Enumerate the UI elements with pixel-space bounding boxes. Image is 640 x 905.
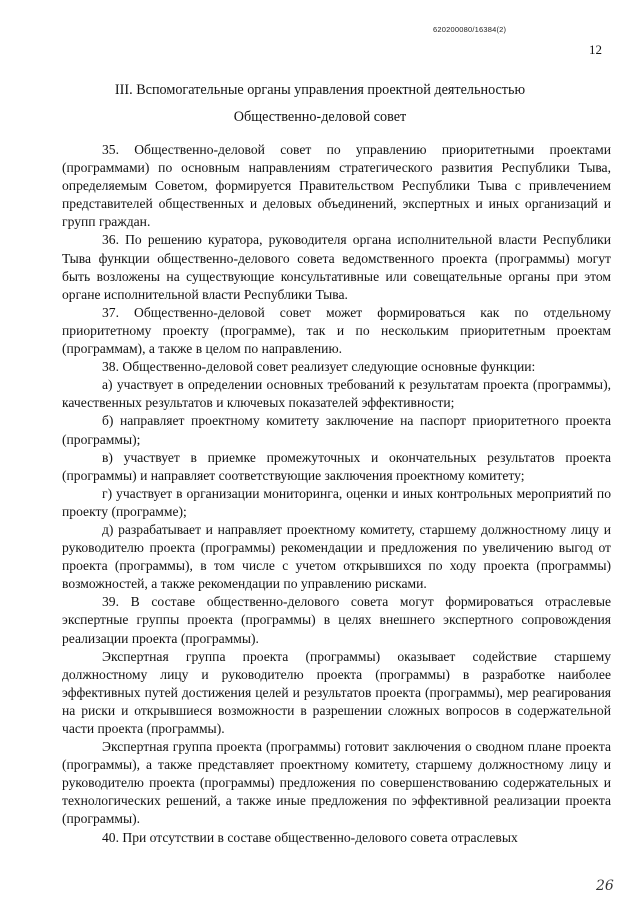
paragraph-39: 39. В составе общественно-делового совета могут формироваться отраслевые экспертные группы проекта (программы) в целях внешнего экспертного сопровождения реализации проекта (программы).: [62, 594, 611, 646]
paragraph-36: 36. По решению куратора, руководителя органа исполнительной власти Республики Тыва функции общественно-делового совета ведомственного проекта (программы) могут быть возложены на существующие консультативные или совещательные органы при этом органе исполнительной власти Республики Тыва.: [62, 232, 611, 302]
paragraph-35: 35. Общественно-деловой совет по управлению приоритетными проектами (программами) по основным направлениям стратегического развития Республики Тыва, определяемым Советом, формируется Правительством Республики Тыва с привлечением представителей общественных и деловых объединений, экспертных и иных организаций и групп граждан.: [62, 142, 611, 230]
paragraph-37: 37. Общественно-деловой совет может формироваться как по отдельному приоритетному проекту (программе), так и по нескольким приоритетным проектам (программам), а также в целом по направлению.: [62, 304, 611, 357]
paragraph-40: 40. При отсутствии в составе общественно-делового совета отраслевых: [102, 829, 518, 845]
paragraph-38-b: б) направляет проектному комитету заключение на паспорт приоритетного проекта (программы);: [62, 413, 611, 447]
page-number: 12: [589, 42, 602, 57]
paragraph-expert-group-1: Экспертная группа проекта (программы) оказывает содействие старшему должностному лицу и руководителю проекта (программы) в разработке наиболее эффективных путей достижения целей и результатов проекта (программы), мер реагирования на риски и открывшиеся возможности в разрешении сложных вопросов в содержательной части проекта (программы).: [62, 648, 611, 736]
subsection-title: Общественно-деловой совет: [233, 109, 407, 125]
paragraph-38-g: г) участвует в организации мониторинга, оценки и иных контрольных мероприятий по проекту (программе);: [62, 485, 611, 519]
body-text: [62, 141, 611, 847]
handwritten-page-mark: 26: [596, 878, 614, 894]
paragraph-38: 38. Общественно-деловой совет реализует следующие основные функции:: [102, 359, 536, 375]
paragraph-38-v: в) участвует в приемке промежуточных и окончательных результатов проекта (программы) и направляет соответствующие заключения проектному комитету;: [62, 449, 611, 483]
document-id: 620200080/16384(2): [433, 25, 507, 34]
paragraph-expert-group-2: Экспертная группа проекта (программы) готовит заключения о сводном плане проекта (программы), а также представляет проектному комитету, старшему должностному лицу и руководителю проекта (программы) предложения по совершенствованию содержательных и технологических решений, а также иные предложения по эффективной реализации проекта (программы).: [62, 739, 611, 827]
section-title: III. Вспомогательные органы управления проектной деятельностью: [114, 82, 526, 98]
paragraph-38-a: а) участвует в определении основных требований к результатам проекта (программы), качественных результатов и ключевых показателей эффективности;: [62, 377, 611, 411]
paragraph-38-d: д) разрабатывает и направляет проектному комитету, старшему должностному лицу и руководителю проекта (программы) рекомендации и предложения по увеличению выгод от проекта (программы), в том числе с учетом открывшихся по ходу проекта (программы) возможностей, а также рекомендации по управлению рисками.: [62, 521, 611, 592]
